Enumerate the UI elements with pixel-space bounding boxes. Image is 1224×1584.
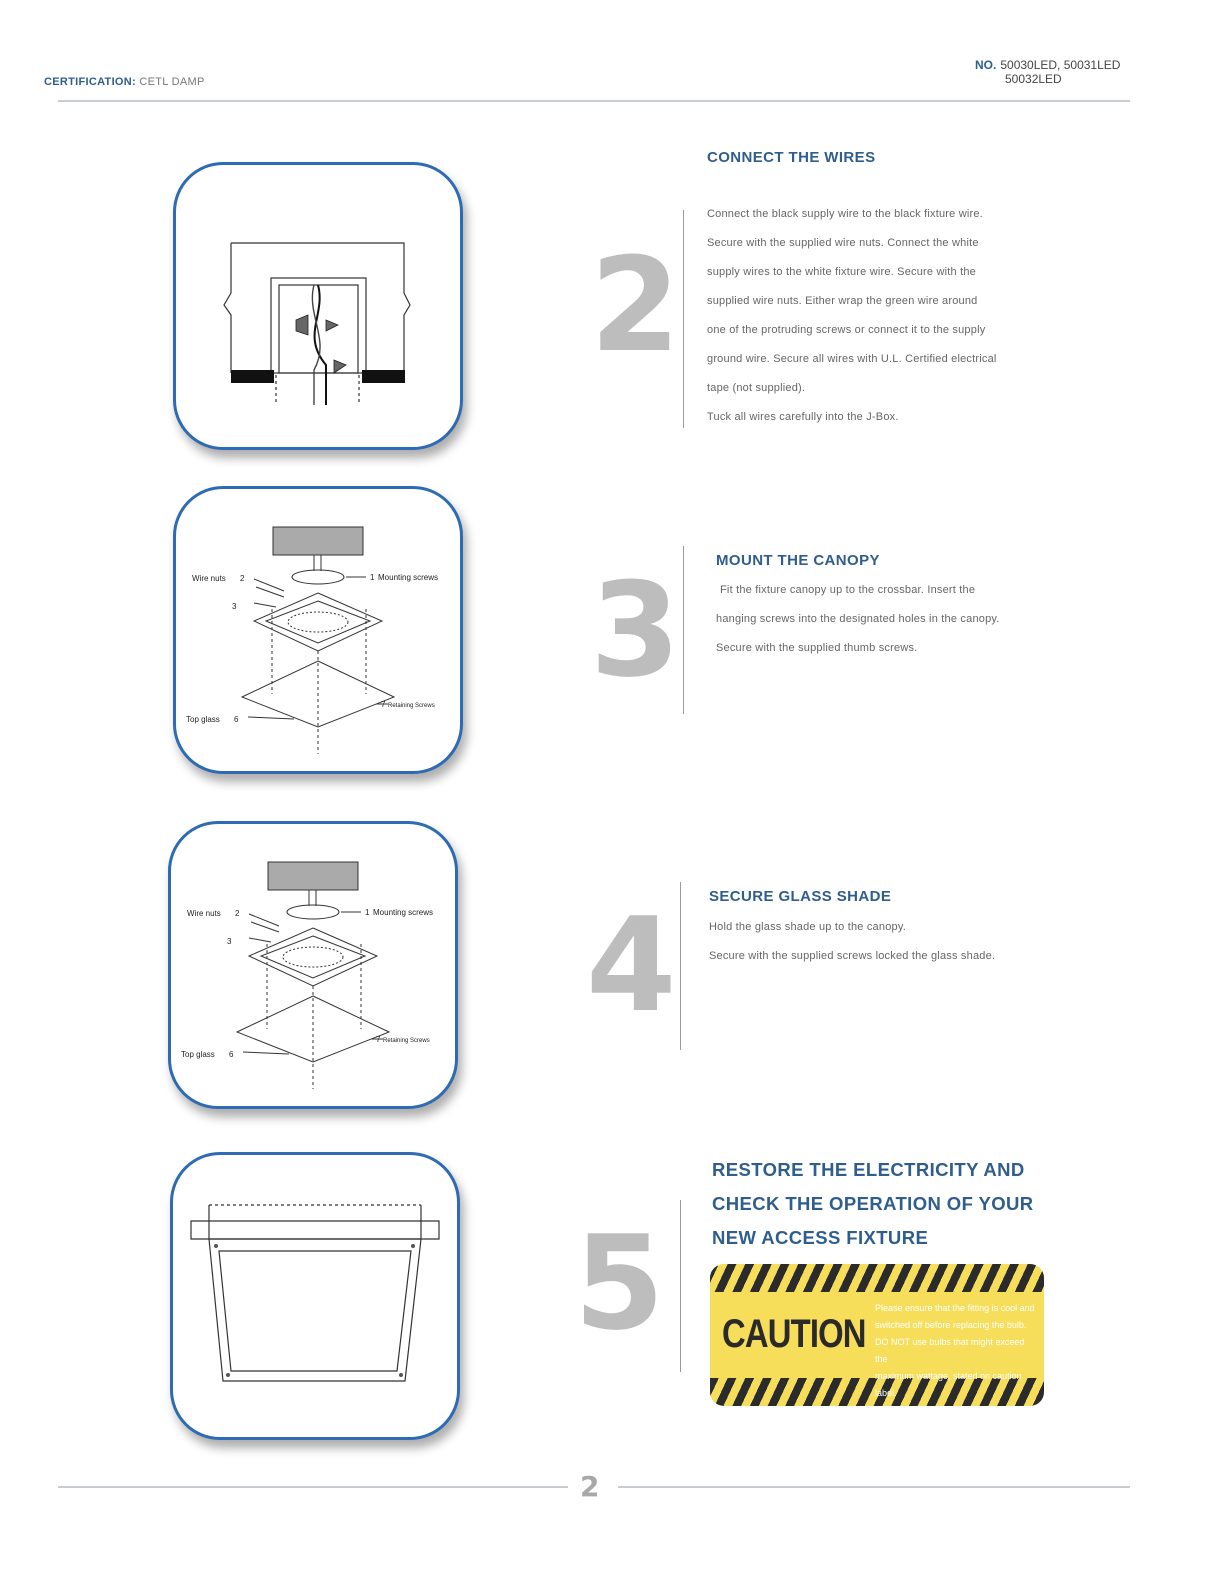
step-5-divider: [680, 1200, 681, 1372]
caution-message: [875, 1300, 1039, 1402]
step-3-body: [716, 576, 1000, 663]
step-2-line: tape (not supplied).: [707, 382, 806, 394]
top-glass-label: Top glass: [181, 1050, 215, 1059]
step-2-line: Tuck all wires carefully into the J-Box.: [707, 411, 899, 423]
wire-nuts-number: 2: [240, 574, 245, 583]
footer-divider-right: [618, 1486, 1130, 1488]
ceiling-left: [231, 370, 274, 383]
caution-line: Please ensure that the fitting is cool and: [875, 1303, 1035, 1313]
canopy-number: 3: [227, 937, 232, 946]
step-2-line: ground wire. Secure all wires with U.L. Certified electrical: [707, 353, 997, 365]
retaining-screws-label: Retaining Screws: [388, 703, 435, 709]
model-label: NO.: [975, 58, 997, 72]
wiring-diagram-card: [173, 162, 463, 450]
step-5-title-line: RESTORE THE ELECTRICITY AND: [712, 1159, 1025, 1180]
finished-fixture-diagram: [173, 1155, 457, 1437]
step-2-line: supply wires to the white fixture wire. Secure with the: [707, 266, 977, 278]
canopy-diagram: [176, 489, 460, 771]
top-glass-number: 6: [229, 1050, 234, 1059]
ceiling-right: [362, 370, 405, 383]
model-numbers: [975, 58, 1120, 86]
mounting-screws-label: Mounting screws: [378, 573, 439, 582]
certification-value: CETL DAMP: [139, 76, 205, 88]
step-3-divider: [683, 546, 684, 714]
canopy-number: 3: [232, 602, 237, 611]
mounting-screws-number: 1: [365, 908, 370, 917]
header-divider: [58, 100, 1130, 102]
step-4-number: 4: [586, 889, 677, 1041]
step-3-line: Secure with the supplied thumb screws.: [716, 642, 918, 654]
finished-fixture-card: [170, 1152, 460, 1440]
step-4-title: SECURE GLASS SHADE: [709, 888, 892, 905]
caution-stripe-top: [710, 1264, 1044, 1292]
mounting-screws-number: 1: [370, 573, 375, 582]
mounting-screws-label: Mounting screws: [373, 908, 434, 917]
step-2-divider: [683, 210, 684, 428]
step-5-title-line: CHECK THE OPERATION OF YOUR: [712, 1193, 1034, 1214]
wiring-diagram: [176, 165, 460, 447]
step-4-divider: [680, 882, 681, 1050]
step-4-line: Hold the glass shade up to the canopy.: [709, 921, 906, 933]
step-2-line: one of the protruding screws or connect it to the supply: [707, 324, 986, 336]
retaining-screws-number: 7: [376, 1035, 381, 1044]
step-3-line: Fit the fixture canopy up to the crossbar. Insert the: [720, 584, 976, 596]
footer-divider-left: [58, 1486, 568, 1488]
page-number: 2: [580, 1470, 600, 1503]
caution-line: DO NOT use bulbs that might exceed the: [875, 1337, 1025, 1364]
model-line-1: 50030LED, 50031LED: [1000, 58, 1121, 72]
canopy-diagram-card: [173, 486, 463, 774]
glass-shade-diagram: [171, 824, 455, 1106]
retaining-screws-label: Retaining Screws: [383, 1038, 430, 1044]
wire-nuts-label: Wire nuts: [192, 574, 226, 583]
step-2-line: supplied wire nuts. Either wrap the green wire around: [707, 295, 978, 307]
step-2-line: Secure with the supplied wire nuts. Connect the white: [707, 237, 979, 249]
step-5-title-line: NEW ACCESS FIXTURE: [712, 1227, 929, 1248]
wire-nuts-number: 2: [235, 909, 240, 918]
glass-shade-diagram-card: [168, 821, 458, 1109]
step-3-line: hanging screws into the designated holes in the canopy.: [716, 613, 1000, 625]
step-2-number: 2: [590, 229, 681, 381]
retaining-screws-number: 7: [381, 700, 386, 709]
top-glass-number: 6: [234, 715, 239, 724]
caution-label: [710, 1264, 1044, 1406]
certification: [44, 76, 205, 88]
step-5-number: 5: [574, 1207, 665, 1359]
caution-line: switched off before replacing the bulb.: [875, 1320, 1027, 1330]
step-2-body: [707, 200, 997, 432]
caution-word: CAUTION: [722, 1312, 866, 1356]
step-3-number: 3: [590, 554, 681, 706]
step-4-body: [709, 913, 995, 971]
wire-nuts-label: Wire nuts: [187, 909, 221, 918]
step-3-title: MOUNT THE CANOPY: [716, 552, 880, 569]
step-2-title: CONNECT THE WIRES: [707, 149, 876, 166]
model-line-2: 50032LED: [1005, 72, 1062, 86]
top-glass-label: Top glass: [186, 715, 220, 724]
step-2-line: Connect the black supply wire to the black fixture wire.: [707, 208, 983, 220]
step-4-line: Secure with the supplied screws locked the glass shade.: [709, 950, 996, 962]
step-5-title: [712, 1153, 1034, 1255]
caution-line: maximum wattage, stated on caution label.: [875, 1371, 1022, 1398]
certification-label: CERTIFICATION:: [44, 76, 136, 88]
